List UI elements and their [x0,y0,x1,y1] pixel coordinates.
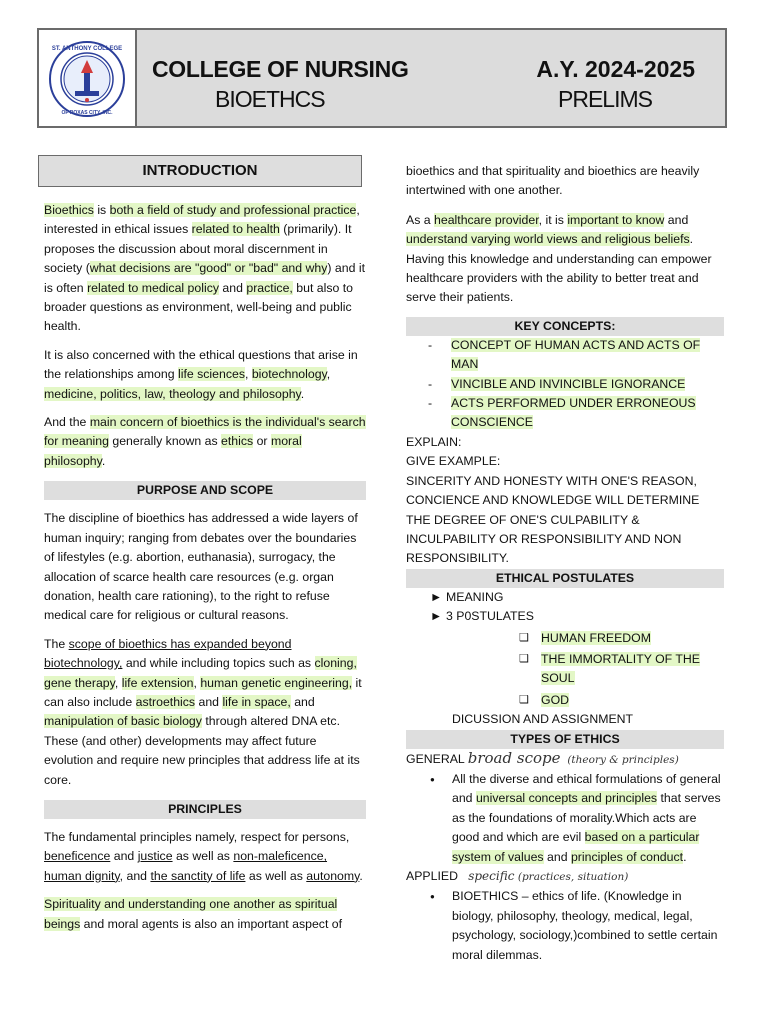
text-span: but also to broader questions as environment, well-being and public health. [44,280,354,334]
text-span: human genetic engineering, [200,675,353,690]
text-span: HUMAN FREEDOM [541,630,651,645]
ethical-postulates-heading: ETHICAL POSTULATES [406,569,724,588]
principles-paragraph-1 [44,828,366,886]
text-span: non-maleficence, human dignity [44,849,328,883]
applied-line [406,867,724,887]
text-span: , [114,675,122,690]
general-line [406,749,724,770]
text-span: And the [44,415,90,430]
list-item [406,394,724,433]
key-concepts-heading: KEY CONCEPTS: [406,317,724,336]
text-span: . [101,453,106,468]
text-span: based on a particular system of values [452,830,700,864]
logo-cell [39,30,137,126]
text-span: main concern of bioethics is the individual's search for meaning [44,415,366,449]
text-span: healthcare provider [434,212,539,227]
text-span: 3 P0STULATES [446,609,534,624]
text-span: and [664,212,689,227]
college-name: COLLEGE OF NURSING [152,56,409,82]
text-span: , interested in ethical issues [44,203,360,237]
text-span: life in space, [222,694,291,709]
text-span: medicine, politics, law, theology and philosophy [44,386,301,401]
purpose-paragraph-2 [44,635,366,790]
college-seal-logo [48,40,126,118]
key-concepts-list [406,336,724,433]
text-span: and [543,849,571,864]
text-span: scope of bioethics has expanded beyond biotechnology, [44,636,292,671]
text-span: universal concepts and principles [475,791,658,806]
intro-paragraph-2 [44,346,366,404]
text-span: Spirituality and understanding one another as spiritual beings [44,897,338,931]
principles-paragraph-2 [44,895,366,934]
text-span: through altered DNA etc. These (and other) developments may affect future evolution and require new principles that address life at its core. [44,714,360,787]
text-span: , [193,675,201,690]
checkbox-icon: ❑ [519,652,529,665]
text-span: ethics [221,434,254,449]
applied-bullets [406,887,724,965]
list-item [406,650,724,689]
text-span: All the diverse and ethical formulations of general and [452,771,721,806]
text-span: cloning, gene therapy [44,656,357,690]
general-bullets [406,770,724,867]
list-item [406,375,724,394]
text-span: is [93,203,110,217]
list-item [452,770,724,867]
text-span: the sanctity of life [150,868,246,883]
text-span: . [300,386,305,401]
text-span: autonomy [306,868,360,883]
text-span: beneficence [44,849,111,864]
arrow-right-icon: ► [430,609,443,624]
handwritten-note: specific [468,869,515,883]
text-span: and moral agents is also an important aspect of [80,916,343,931]
checkbox-icon: ❑ [519,631,529,644]
text-span: related to health [191,222,280,237]
logo-ring-bottom: OF ROXAS CITY, INC. [61,110,113,116]
text-span: generally known as [108,434,222,449]
text-span: and while including topics such as [122,656,315,671]
list-item [406,691,724,710]
text-span: understand varying world views and religious beliefs [406,232,690,247]
general-label: GENERAL [406,751,465,766]
text-span: ACTS PERFORMED UNDER ERRONEOUS CONSCIENCE [451,396,696,430]
discussion-label: DICUSSION AND ASSIGNMENT [452,712,634,727]
list-item: ● BIOETHICS – ethics of life. (Knowledge in biology, philosophy, theology, medical, legal, psychology, sociology,)combined to settle certain moral dilemmas. [452,887,724,965]
text-span: . [359,868,363,883]
intro-paragraph-3 [44,413,366,471]
text-span: , [244,367,252,382]
text-span: important to know [567,212,665,227]
handwritten-note: broad scope [467,748,561,767]
list-item [406,607,724,626]
logo-ring-top: ST. ANTHONY COLLEGE [51,46,123,52]
text-span: , it is [538,212,568,227]
give-example-label: GIVE EXAMPLE: [406,454,501,469]
text-span: THE IMMORTALITY OF THE SOUL [541,651,700,686]
arrow-right-icon: ► [430,589,443,604]
right-column [406,162,724,965]
list-item [406,588,724,607]
text-span: it can also include [44,675,362,709]
text-span: and [290,694,315,709]
text-span: that serves as the foundations of morality.Which acts are good and which are evil [452,791,721,845]
document-header [37,28,727,128]
handwritten-note: (theory & principles) [567,753,679,766]
text-span: astroethics [135,694,196,709]
text-span: MEANING [446,589,504,604]
term-label: PRELIMS [558,86,652,112]
text-span: CONCEPT OF HUMAN ACTS AND ACTS OF MAN [451,337,701,372]
list-item [406,336,724,375]
text-span: GOD [541,692,570,707]
continued-paragraph: bioethics and that spirituality and bioethics are heavily intertwined with one another. [406,164,700,198]
academic-year: A.Y. 2024-2025 [536,56,695,82]
text-span: manipulation of basic biology [44,714,202,729]
text-span: , and [119,868,151,883]
left-column [44,154,366,934]
text-span: biotechnology [251,367,327,382]
text-span: what decisions are "good" or "bad" and why [89,261,328,276]
text-span: Bioethics [44,203,94,217]
text-span: and [219,280,247,295]
applied-label: APPLIED [406,869,458,883]
purpose-paragraph-1: The discipline of bioethics has addressed a wide layers of human inquiry; ranging from debates over the boundaries of lifestyles (e.g. abortion, euthanasia), surrogacy, the allocation of scarce health care resources (e.g. organ donation, health care rationing), to the right to refuse medical care for religious or cultural reasons. [44,511,358,623]
text-span: As a [406,212,435,227]
text-span: moral philosophy [44,434,302,468]
text-span: The fundamental principles namely, respect for persons, [44,829,350,844]
text-span: and [110,849,138,864]
text-span: life sciences [177,367,245,382]
text-span: VINCIBLE AND INVINCIBLE IGNORANCE [451,376,686,391]
text-span: ) and it is often [44,261,365,295]
text-span: life extension [121,675,194,690]
text-span: as well as [245,868,307,883]
intro-paragraph-1 [44,201,366,337]
provider-paragraph [406,211,724,308]
text-span: practice, [246,280,293,295]
subject-name: BIOETHCS [215,86,325,112]
text-span: principles of conduct [570,849,684,864]
text-span: . Having this knowledge and understanding can empower healthcare providers with the ability to better treat and serve their patients. [406,232,712,305]
checkbox-icon: ❑ [519,693,529,706]
text-span: (primarily). It proposes the discussion about moral discernment in society ( [44,222,352,276]
text-span: The [44,636,69,651]
text-span: both a field of study and professional practice [109,203,357,217]
introduction-heading: INTRODUCTION [38,155,362,187]
sincerity-paragraph: SINCERITY AND HONESTY WITH ONE'S REASON, CONCIENCE AND KNOWLEDGE WILL DETERMINE THE DEGREE OF ONE'S CULPABILITY & INCULPABILITY OR RESPONSIBILITY AND NON RESPONSIBILITY. [406,473,700,566]
handwritten-note: (practices, situation) [517,871,629,883]
text-span: related to medical policy [87,280,219,295]
text-span: It is also concerned with the ethical questions that arise in the relationships among [44,347,358,382]
text-span: or [253,434,271,449]
purpose-heading: PURPOSE AND SCOPE [44,481,366,500]
text-span: , [326,367,331,382]
list-item [406,629,724,648]
types-of-ethics-heading: TYPES OF ETHICS [406,730,724,749]
text-span: justice [137,849,173,864]
text-span: . [683,849,687,864]
explain-label: EXPLAIN: [406,434,462,449]
text-span: and [195,694,223,709]
principles-heading: PRINCIPLES [44,800,366,819]
text-span: as well as [172,849,234,864]
